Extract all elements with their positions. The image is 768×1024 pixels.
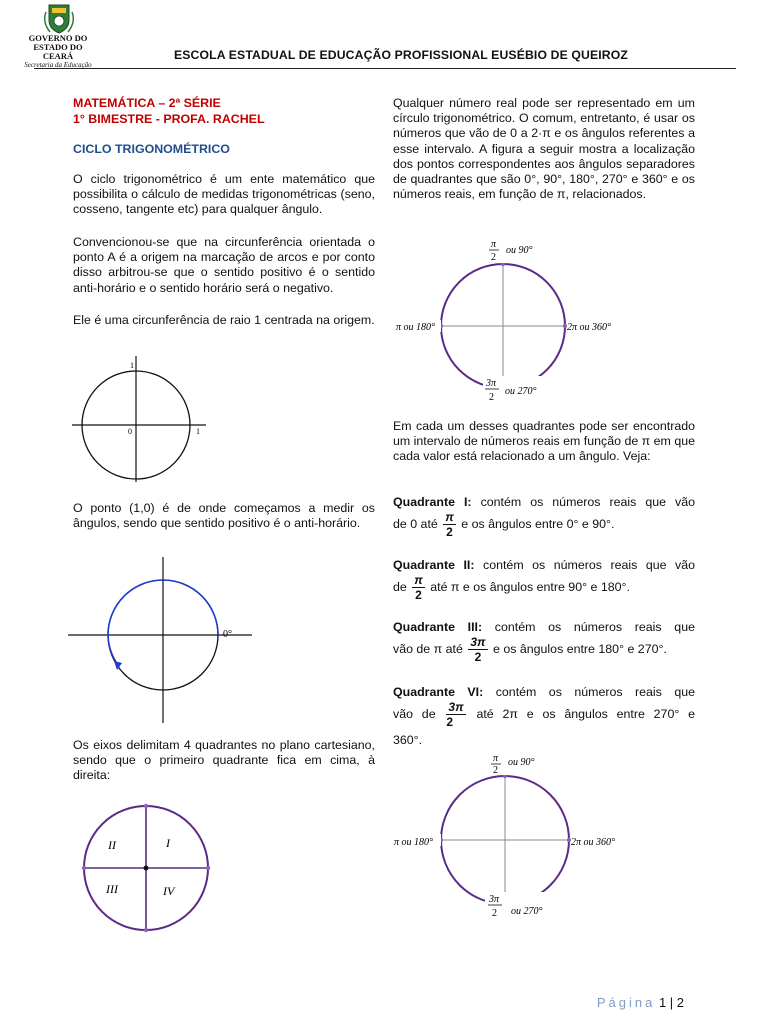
logo-line-1: GOVERNO DO xyxy=(28,33,88,43)
subject-title: MATEMÁTICA – 2ª SÉRIE xyxy=(73,96,221,110)
fraction-numerator: π xyxy=(414,573,423,587)
axis-point-top xyxy=(144,804,148,808)
quadrant-4-line-2 xyxy=(393,700,695,729)
axis-point-bottom xyxy=(144,928,148,932)
bottom-fraction-num: 3π xyxy=(489,894,500,905)
page-word: Página xyxy=(596,995,656,1010)
quadrant-2-label: II xyxy=(108,838,116,852)
header-divider xyxy=(34,68,736,69)
quadrant-1-label: I xyxy=(166,836,170,850)
fraction-numerator: π xyxy=(445,510,454,524)
fraction-denominator: 2 xyxy=(474,650,482,664)
trig-circle-figure-1 xyxy=(395,236,635,408)
x-label: 1 xyxy=(196,427,200,436)
quadrant-2-text-b: de xyxy=(393,579,407,594)
page-footer xyxy=(597,995,684,1010)
quadrant-2-text-a: contém os números reais que vão xyxy=(483,558,695,572)
quadrant-3-text-c: e os ângulos entre 180° e 270°. xyxy=(493,641,667,656)
quadrant-1-line-2 xyxy=(393,510,695,539)
quadrant-1-fraction xyxy=(443,510,456,539)
bottom-degree-label: ou 270° xyxy=(511,906,543,917)
quadrant-4-text-d: 360°. xyxy=(393,733,423,747)
quadrant-4-line-1 xyxy=(393,685,695,700)
direction-circle-figure xyxy=(66,555,256,725)
top-fraction-num: π xyxy=(493,753,499,764)
quadrant-2-line-1 xyxy=(393,558,695,573)
left-paragraph-1: O ciclo trigonométrico é um ente matemático que possibilita o cálculo de medidas trigonométricas (seno, cosseno, tangente etc) para qualquer ângulo. xyxy=(73,172,375,217)
quadrant-2-title: Quadrante II: xyxy=(393,558,475,572)
quadrant-3-label: III xyxy=(106,882,118,896)
page-number: 1 | 2 xyxy=(658,995,684,1010)
left-angle-label: π ou 180° xyxy=(394,837,434,848)
quadrant-1-text-c: e os ângulos entre 0° e 90°. xyxy=(461,516,615,531)
quadrant-4-text-c: até 2π e os ângulos entre 270° e xyxy=(476,706,696,721)
quadrant-3-title: Quadrante III: xyxy=(393,620,483,634)
quadrant-4-text-a: contém os números reais que xyxy=(495,685,695,699)
trig-circle-figure-2 xyxy=(393,750,635,922)
quadrant-2-fraction xyxy=(412,573,425,602)
top-fraction-den: 2 xyxy=(493,765,498,776)
y-label: 1 xyxy=(130,361,134,370)
school-name: ESCOLA ESTADUAL DE EDUCAÇÃO PROFISSIONAL EUSÉBIO DE QUEIROZ xyxy=(174,48,628,62)
zero-degree-label: 0° xyxy=(223,629,232,640)
fraction-denominator: 2 xyxy=(446,525,453,539)
origin-label: 0 xyxy=(128,427,132,436)
logo-caption xyxy=(18,34,98,70)
bottom-fraction-den: 2 xyxy=(489,392,494,403)
right-paragraph-1: Qualquer número real pode ser representado em um círculo trigonométrico. O comum, entretanto, é usar os números que vão de 0 a 2·π e os ângulos referentes a esse intervalo. A figura a seguir mostra a localização dos pontos correspondentes aos ângulos separadores de quadrantes que são 0°, 90°, 180°, 270° e 360° e os números reais, em função de π, relacionados. xyxy=(393,96,695,202)
right-angle-label: 2π ou 360° xyxy=(571,837,616,848)
quadrant-3-text-a: contém os números reais que xyxy=(494,620,695,634)
quadrant-2-text-c: até π e os ângulos entre 90° e 180°. xyxy=(430,579,630,594)
quadrant-1-line-1 xyxy=(393,495,695,510)
origin-point xyxy=(144,866,149,871)
right-angle-label: 2π ou 360° xyxy=(567,322,612,333)
fraction-denominator: 2 xyxy=(446,715,454,729)
quadrant-4-label: IV xyxy=(163,884,175,898)
top-fraction-num: π xyxy=(491,239,497,250)
axis-point-left xyxy=(82,866,86,870)
top-degree-label: ou 90° xyxy=(506,245,533,256)
quadrant-4-fraction xyxy=(446,700,465,729)
left-paragraph-4: O ponto (1,0) é de onde começamos a medir os ângulos, sendo que sentido positivo é o anti-horário. xyxy=(73,501,375,531)
right-paragraph-2: Em cada um desses quadrantes pode ser encontrado um intervalo de números reais em função de π em que cada valor está relacionado a um ângulo. Veja: xyxy=(393,419,695,464)
quadrant-3-fraction xyxy=(468,635,487,664)
quadrants-figure xyxy=(68,800,230,940)
left-paragraph-2: Convencionou-se que na circunferência orientada o ponto A é a origem na marcação de arcos e por conto disso arbitrou-se que o sentido positivo é o sentido anti-horário e o sentido horário será o negativo. xyxy=(73,235,375,295)
bottom-fraction-num: 3π xyxy=(486,378,497,389)
axis-point-right xyxy=(206,866,210,870)
quadrant-3-line-1 xyxy=(393,620,695,635)
quadrant-1-text-b: de 0 até xyxy=(393,516,438,531)
top-fraction-den: 2 xyxy=(491,252,496,263)
quadrant-4-text-b: vão de xyxy=(393,706,436,721)
bottom-fraction-den: 2 xyxy=(492,908,497,919)
arrow-head-icon xyxy=(114,661,122,670)
unit-circle-figure xyxy=(66,354,216,484)
quadrant-1-text-a: contém os números reais que vão xyxy=(480,495,695,509)
logo-line-2: ESTADO DO CEARÁ xyxy=(33,42,83,61)
quadrant-3-text-b: vão de π até xyxy=(393,641,463,656)
fraction-numerator: 3π xyxy=(448,700,464,714)
bimester-title: 1° BIMESTRE - PROFA. RACHEL xyxy=(73,112,265,126)
quadrant-1-title: Quadrante I: xyxy=(393,495,472,509)
left-paragraph-3: Ele é uma circunferência de raio 1 centrada na origem. xyxy=(73,313,375,327)
logo-line-3: Secretaria da Educação xyxy=(24,61,92,69)
left-paragraph-5: Os eixos delimitam 4 quadrantes no plano cartesiano, sendo que o primeiro quadrante fica em cima, à direita: xyxy=(73,738,375,783)
quadrant-4-title: Quadrante VI: xyxy=(393,685,484,699)
fraction-numerator: 3π xyxy=(470,635,486,649)
fraction-denominator: 2 xyxy=(415,588,422,602)
bottom-degree-label: ou 270° xyxy=(505,386,537,397)
top-degree-label: ou 90° xyxy=(508,757,535,768)
quadrant-2-line-2 xyxy=(393,573,695,602)
topic-title: CICLO TRIGONOMÉTRICO xyxy=(73,142,230,156)
left-angle-label: π ou 180° xyxy=(396,322,436,333)
quadrant-3-line-2 xyxy=(393,635,695,664)
